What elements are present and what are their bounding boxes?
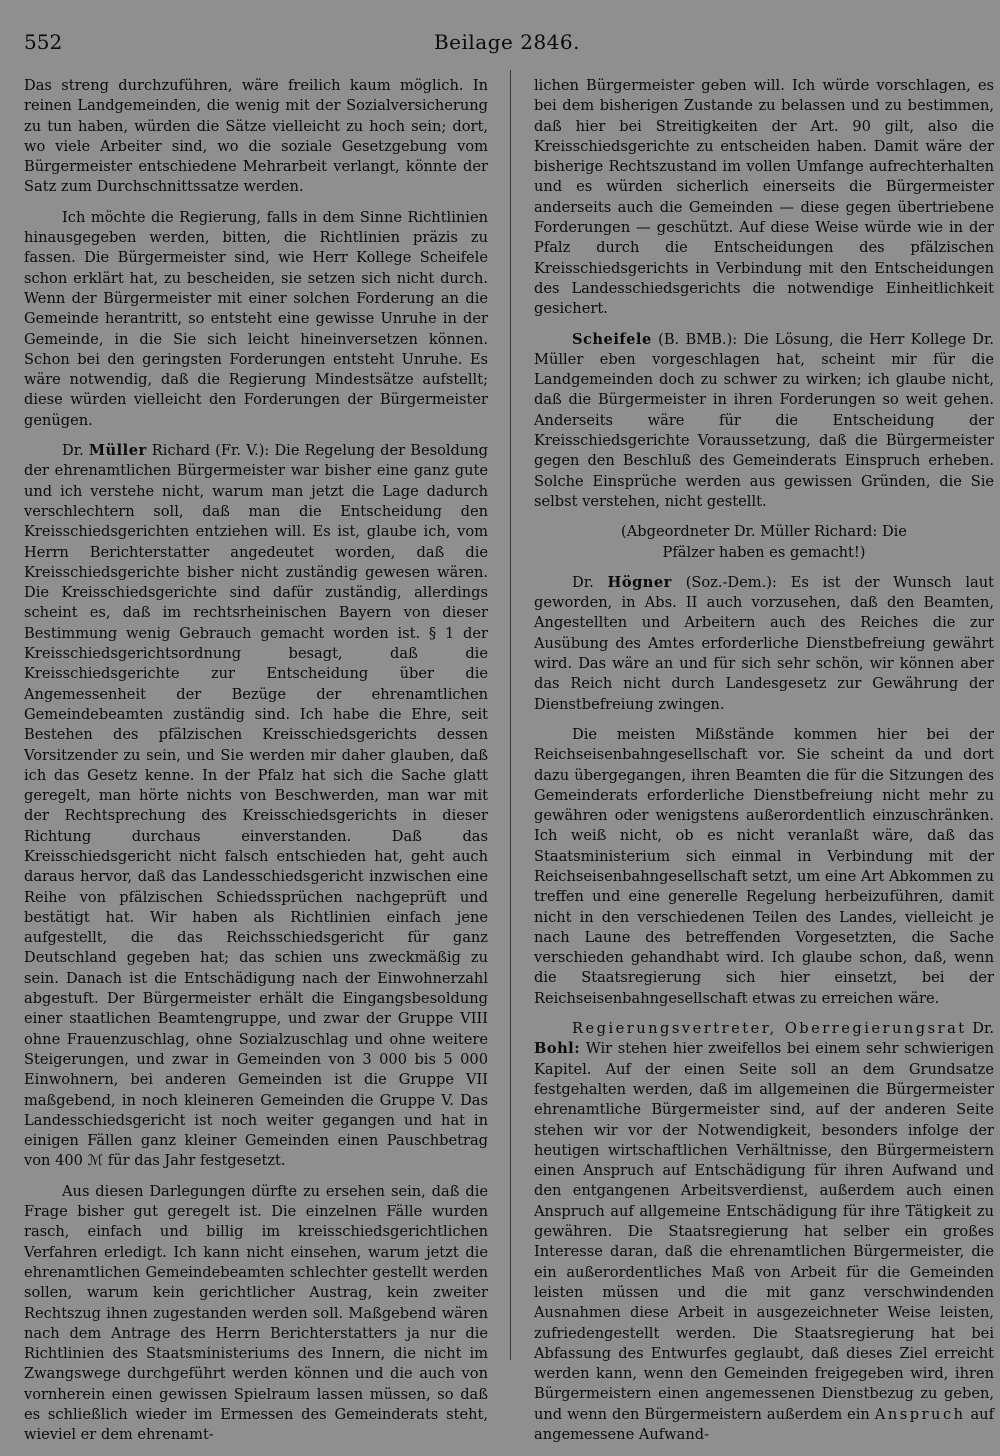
speaker-name: Högner [607, 573, 672, 591]
speech-text: Die Lösung, die Herr Kollege Dr. Müller eben vorgeschlagen hat, scheint mir für die Landgemeinden doch zu schwer zu wirken; ich glaube nicht, daß die Bürgermeister in ihren Forderungen so weit gehen. Anderseits wäre für die Entscheidung der Kreisschiedsgerichte Voraussetzung, daß die Bürgermeister gegen den Beschluß des Gemeinderats Einspruch erheben. Solche Einsprüche werden aus gewissen Gründen, die Sie selbst verstehen, nicht gestellt. [534, 330, 994, 510]
running-title: Beilage 2846. [433, 30, 580, 54]
column-divider [510, 70, 511, 1360]
speaker-name: Müller [88, 442, 147, 460]
right-column [534, 76, 994, 1455]
speaker-title: Dr. [62, 442, 84, 460]
paragraph: Aus diesen Darlegungen dürfte zu ersehen sein, daß die Frage bisher gut geregelt ist. Die einzelnen Fälle wurden rasch, einfach und billig im kreisschiedsgerichtlichen Verfahren erledigt. Ich kann nicht einsehen, warum jetzt die ehrenamtlichen Gemeindebeamten schlechter gestellt werden sollen, warum kein gerichtlicher Austrag, kein zweiter Rechtszug ihnen zugestanden werden soll. Maßgebend wären nach dem Antrage des Herrn Berichterstatters ja nur die Richtlinien des Staatsministeriums des Innern, die nicht im Zwangswege durchgeführt werden können und die auch von vornherein einen gewissen Spielraum lassen müssen, so daß es schließlich wieder im Ermessen des Gemeinderats steht, wieviel er dem ehrenamt- [24, 1182, 488, 1444]
speech-text-end: auf angemessene Aufwand- [534, 1405, 994, 1443]
paragraph: Die meisten Mißstände kommen hier bei der Reichseisenbahngesellschaft vor. Sie scheint da und dort dazu übergegangen, ihren Beamten die für die Sitzungen des Gemeinderats erforderliche Dienstbefreiung nicht mehr zu gewähren oder wenigstens außerordentlich einzuschränken. Ich weiß nicht, ob es nicht veranlaßt wäre, daß das Staatsministerium sich einmal in Verbindung mit der Reichseisenbahngesellschaft setzt, um eine Art Abkommen zu treffen und eine generelle Regelung herbeizuführen, damit nicht in den verschiedenen Teilen des Landes, vielleicht je nach Laune des betreffenden Vorgesetzten, die Sache verschieden gehandhabt wird. Ich glaube schon, daß, wenn die Staatsregierung sich hier einsetzt, bei der Reichseisenbahngesellschaft etwas zu erreichen wäre. [534, 725, 994, 1007]
speech-bohl [534, 1019, 994, 1445]
left-column [24, 76, 488, 1456]
emphasis: Anspruch [874, 1405, 966, 1423]
speech-mueller [24, 441, 488, 1172]
speaker-title: Dr. [972, 1020, 995, 1038]
speech-text: Wir stehen hier zweifellos bei einem sehr schwierigen Kapitel. Auf der einen Seite soll an dem Grundsatze festgehalten werden, daß im allgemeinen die Bürgermeister ehrenamtliche Bürgermeister sind, auf der anderen Seite stehen wir vor der Notwendigkeit, besonders infolge der heutigen wirtschaftlichen Verhältnisse, den Bürgermeistern einen Anspruch auf Entschädigung für ihren Aufwand und den entgangenen Arbeitsverdienst, außerdem auch einen Anspruch auf allgemeine Entschädigung für ihre Tätigkeit zu gewähren. Die Staatsregierung hat selber ein großes Interesse daran, daß die ehrenamtlichen Bürgermeister, die ein außerordentliches Maß von Arbeit für die Gemeinden leisten müssen und die mit ganz verschwindenden Ausnahmen diese Arbeit in ausgezeichneter Weise leisten, zufriedengestellt werden. Die Staatsregierung hat bei Abfassung des Entwurfes geglaubt, daß dieses Ziel erreicht werden kann, wenn den Gemeinden freigegeben wird, ihren Bürgermeistern einen angemessenen Dienstbezug zu geben, und wenn den Bürgermeistern außerdem ein [534, 1040, 994, 1423]
paragraph: lichen Bürgermeister geben will. Ich würde vorschlagen, es bei dem bisherigen Zustande zu belassen und zu bestimmen, daß hier bei Streitigkeiten der Art. 90 gilt, also die Kreisschiedsgerichte zu entscheiden haben. Damit wäre der bisherige Rechtszustand im vollen Umfange aufrechterhalten und es würden sicherlich einerseits die Bürgermeister anderseits auch die Gemeinden — diese gegen übertriebene Forderungen — geschützt. Auf diese Weise würde wie in der Pfalz durch die Entscheidungen des pfälzischen Kreisschiedsgerichts in Verbindung mit den Entscheidungen des Landesschiedsgerichts die notwendige Einheitlichkeit gesichert. [534, 77, 994, 318]
speech-text: Es ist der Wunsch laut geworden, in Abs. II auch vorzusehen, daß den Beamten, Angestellten und Arbeitern auch des Reiches die zur Ausübung des Amtes erforderliche Dienstbefreiung gewährt wird. Das wäre an und für sich sehr schön, wir können aber das Reich nicht durch Landesgesetz zur Gewährung der Dienstbefreiung zwingen. [534, 573, 995, 713]
page-number: 552 [24, 30, 63, 54]
paragraph: Ich möchte die Regierung, falls in dem Sinne Richtlinien hinausgegeben werden, bitten, die Richtlinien präzis zu fassen. Die Bürgermeister sind, wie Herr Kollege Scheifele schon erklärt hat, zu bescheiden, sie setzen sich nicht durch. Wenn der Bürgermeister mit einer solchen Forderung an die Gemeinde herantritt, so entsteht eine gewisse Unruhe in der Gemeinde, in die Sie sich leicht hineinversetzen können. Schon bei den geringsten Forderungen entsteht Unruhe. Es wäre notwendig, daß die Regierung Mindestsätze aufstellt; diese würden vielleicht den Forderungen der Bürgermeister genügen. [24, 208, 488, 429]
speaker-party: Richard (Fr. V.): [151, 442, 270, 460]
speech-hoegner [534, 573, 994, 715]
speaker-title: Dr. [572, 573, 594, 591]
speaker-name: Bohl: [534, 1040, 581, 1058]
speech-scheifele [534, 330, 994, 513]
interjection: (Abgeordneter Dr. Müller Richard: Die Pfälzer haben es gemacht!) [621, 523, 907, 561]
page-header [24, 30, 990, 58]
speaker-party: (B. BMB.): [658, 330, 738, 348]
paragraph: Das streng durchzuführen, wäre freilich kaum möglich. In reinen Landgemeinden, die wenig mit der Sozialversicherung zu tun haben, würden die Sätze vielleicht zu hoch sein; dort, wo viele Arbeiter sind, wo die soziale Gesetzgebung vom Bürgermeister entschiedene Mehrarbeit verlangt, könnte der Satz zum Durchschnittssatze werden. [24, 77, 488, 196]
speaker-role: Regierungsvertreter, Oberregierungsrat [572, 1020, 967, 1038]
speech-text: Die Regelung der Besoldung der ehrenamtlichen Bürgermeister war bisher eine ganz gute und ich verstehe nicht, warum man jetzt die Lage dadurch verschlechtern soll, daß man die Entscheidung den Kreisschiedsgerichten entziehen will. Es ist, glaube ich, vom Herrn Berichterstatter angedeutet worden, daß die Kreisschiedsgerichte bisher nicht zuständig gewesen wären. Die Kreisschiedsgerichte sind dafür zuständig, allerdings scheint es, daß im rechtsrheinischen Bayern von dieser Bestimmung wenig Gebrauch gemacht worden ist. § 1 der Kreisschiedsgerichtsordnung besagt, daß die Kreisschiedsgerichte zur Entscheidung über die Angemessenheit der Bezüge der ehrenamtlichen Gemeindebeamten zuständig sind. Ich habe die Ehre, seit Bestehen des pfälzischen Kreisschiedsgerichts dessen Vorsitzender zu sein, und Sie werden mir daher glauben, daß ich das Gesetz kenne. In der Pfalz hat sich die Sache glatt geregelt, man hörte nichts von Beschwerden, man war mit der Rechtsprechung des Kreisschiedsgerichts in dieser Richtung durchaus einverstanden. Daß das Kreisschiedsgericht nicht falsch entschieden hat, geht auch daraus hervor, daß das Landesschiedsgericht inzwischen eine Reihe von pfälzischen Schiedssprüchen nachgeprüft und bestätigt hat. Wir haben als Richtlinien einfach jene aufgestellt, die das Reichsschiedsgericht für ganz Deutschland gegeben hat; das schien uns zweckmäßig zu sein. Danach ist die Entschädigung nach der Einwohnerzahl abgestuft. Der Bürgermeister erhält die Eingangsbesoldung einer staatlichen Beamtengruppe, und zwar der Gruppe VIII ohne Frauenzuschlag, ohne Sozialzuschlag und ohne weitere Steigerungen, und zwar in Gemeinden von 3 000 bis 5 000 Einwohnern, bei anderen Gemeinden ist die Gruppe VII maßgebend, in noch kleineren Gemeinden die Gruppe V. Das Landesschiedsgericht ist noch weiter gegangen und hat in einigen Fällen ganz kleiner Gemeinden einen Pauschbetrag von 400 ℳ für das Jahr festgesetzt. [24, 442, 489, 1170]
speaker-party: (Soz.-Dem.): [685, 573, 777, 591]
speaker-name: Scheifele [572, 330, 652, 348]
